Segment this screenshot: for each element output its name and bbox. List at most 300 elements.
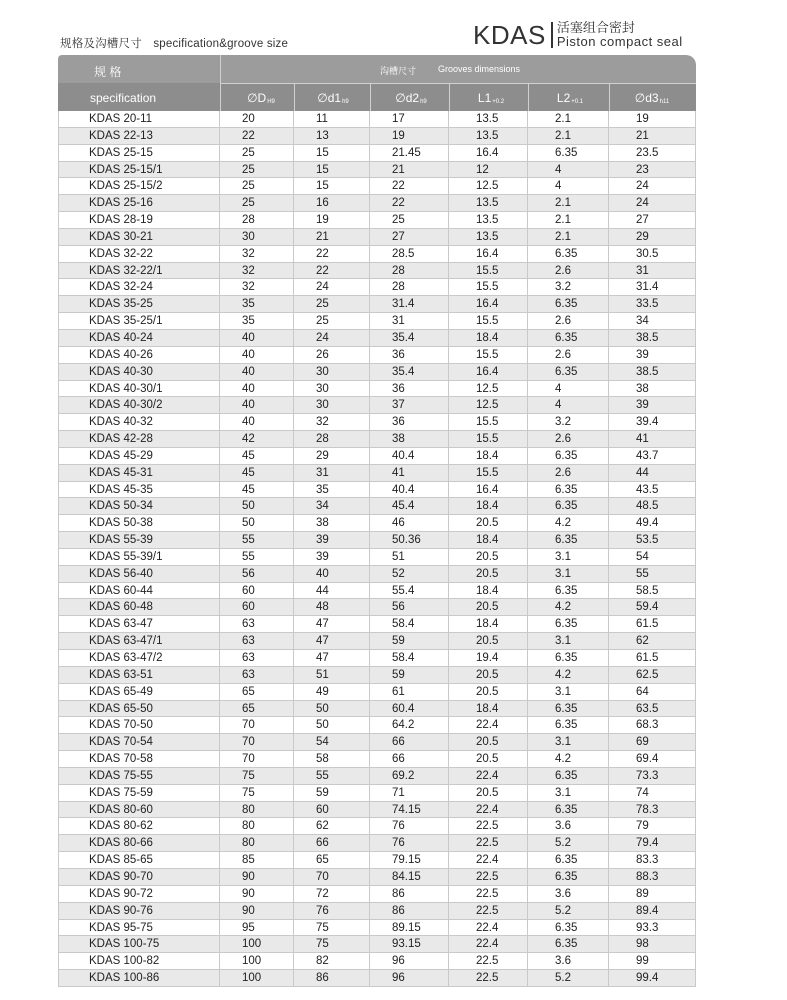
product-name-cn: 活塞组合密封 [556, 20, 635, 35]
D-cell: 63 [220, 650, 294, 666]
table-row [58, 903, 696, 920]
D-cell: 75 [220, 785, 294, 801]
L1-cell: 16.4 [449, 145, 528, 161]
d1-cell: 19 [294, 212, 370, 228]
column-header-d1: $\emptyset d1_{h9}$ [317, 91, 349, 105]
d2-cell: 36 [370, 347, 449, 363]
L1-cell: 15.5 [449, 263, 528, 279]
header-divider [370, 83, 371, 111]
table-row [58, 229, 696, 246]
spec-cell: KDAS 80-66 [58, 835, 220, 851]
L2-cell: 6.35 [528, 650, 609, 666]
D-cell: 45 [220, 465, 294, 481]
d1-cell: 60 [294, 802, 370, 818]
d3-cell: 79.4 [609, 835, 696, 851]
d3-cell: 38.5 [609, 364, 696, 380]
d1-cell: 47 [294, 633, 370, 649]
table-row [58, 448, 696, 465]
D-cell: 40 [220, 397, 294, 413]
d3-cell: 48.5 [609, 498, 696, 514]
d1-cell: 16 [294, 195, 370, 211]
table-row [58, 263, 696, 280]
L2-cell: 2.6 [528, 465, 609, 481]
table-row [58, 465, 696, 482]
d3-cell: 31.4 [609, 279, 696, 295]
d1-cell: 35 [294, 482, 370, 498]
d2-cell: 89.15 [370, 920, 449, 936]
spec-cell: KDAS 32-22/1 [58, 263, 220, 279]
L1-cell: 20.5 [449, 785, 528, 801]
d1-cell: 76 [294, 903, 370, 919]
spec-cell: KDAS 100-86 [58, 970, 220, 986]
table-row [58, 381, 696, 398]
d1-cell: 75 [294, 920, 370, 936]
D-cell: 65 [220, 684, 294, 700]
L1-cell: 20.5 [449, 734, 528, 750]
L1-cell: 20.5 [449, 667, 528, 683]
L2-cell: 2.6 [528, 347, 609, 363]
D-cell: 80 [220, 802, 294, 818]
spec-cell: KDAS 70-58 [58, 751, 220, 767]
d2-cell: 69.2 [370, 768, 449, 784]
groove-header-en: Grooves dimensions [438, 64, 521, 74]
D-cell: 70 [220, 717, 294, 733]
table-row [58, 364, 696, 381]
d2-cell: 58.4 [370, 650, 449, 666]
d1-cell: 39 [294, 532, 370, 548]
spec-cell: KDAS 70-50 [58, 717, 220, 733]
L2-cell: 2.1 [528, 229, 609, 245]
L1-cell: 18.4 [449, 330, 528, 346]
table-row [58, 785, 696, 802]
d3-cell: 38 [609, 381, 696, 397]
d1-cell: 51 [294, 667, 370, 683]
d1-cell: 75 [294, 936, 370, 952]
spec-cell: KDAS 35-25/1 [58, 313, 220, 329]
L2-cell: 6.35 [528, 330, 609, 346]
L1-cell: 20.5 [449, 633, 528, 649]
L1-cell: 15.5 [449, 465, 528, 481]
L2-cell: 3.1 [528, 633, 609, 649]
L1-cell: 12.5 [449, 178, 528, 194]
D-cell: 20 [220, 111, 294, 127]
L1-cell: 16.4 [449, 296, 528, 312]
d3-cell: 24 [609, 178, 696, 194]
spec-cell: KDAS 20-11 [58, 111, 220, 127]
L2-cell: 2.6 [528, 431, 609, 447]
L2-cell: 6.35 [528, 532, 609, 548]
d1-cell: 30 [294, 397, 370, 413]
L1-cell: 22.5 [449, 970, 528, 986]
d1-cell: 31 [294, 465, 370, 481]
spec-cell: KDAS 63-47/2 [58, 650, 220, 666]
d1-cell: 30 [294, 364, 370, 380]
D-cell: 63 [220, 667, 294, 683]
d2-cell: 60.4 [370, 701, 449, 717]
d3-cell: 98 [609, 936, 696, 952]
L2-cell: 3.1 [528, 785, 609, 801]
table-row [58, 145, 696, 162]
d1-cell: 62 [294, 818, 370, 834]
D-cell: 25 [220, 178, 294, 194]
L1-cell: 22.4 [449, 920, 528, 936]
d1-cell: 82 [294, 953, 370, 969]
d3-cell: 38.5 [609, 330, 696, 346]
L1-cell: 18.4 [449, 532, 528, 548]
L2-cell: 6.35 [528, 482, 609, 498]
d2-cell: 31 [370, 313, 449, 329]
d3-cell: 29 [609, 229, 696, 245]
table-row [58, 818, 696, 835]
D-cell: 35 [220, 296, 294, 312]
d3-cell: 99 [609, 953, 696, 969]
d1-cell: 15 [294, 162, 370, 178]
L1-cell: 12.5 [449, 381, 528, 397]
d1-cell: 34 [294, 498, 370, 514]
D-cell: 40 [220, 330, 294, 346]
spec-cell: KDAS 60-48 [58, 599, 220, 615]
L2-cell: 3.1 [528, 684, 609, 700]
d2-cell: 76 [370, 835, 449, 851]
spec-cell: KDAS 80-62 [58, 818, 220, 834]
d1-cell: 24 [294, 330, 370, 346]
D-cell: 40 [220, 364, 294, 380]
D-cell: 42 [220, 431, 294, 447]
d3-cell: 27 [609, 212, 696, 228]
d1-cell: 55 [294, 768, 370, 784]
table-row [58, 684, 696, 701]
d2-cell: 28.5 [370, 246, 449, 262]
table-row [58, 650, 696, 667]
L2-cell: 6.35 [528, 717, 609, 733]
D-cell: 100 [220, 953, 294, 969]
L1-cell: 22.5 [449, 953, 528, 969]
table-row [58, 583, 696, 600]
spec-cell: KDAS 75-59 [58, 785, 220, 801]
d2-cell: 35.4 [370, 330, 449, 346]
header-divider [528, 83, 529, 111]
d2-cell: 31.4 [370, 296, 449, 312]
L1-cell: 22.5 [449, 835, 528, 851]
L2-cell: 6.35 [528, 583, 609, 599]
L2-cell: 6.35 [528, 869, 609, 885]
L2-cell: 6.35 [528, 616, 609, 632]
spec-cell: KDAS 22-13 [58, 128, 220, 144]
L2-cell: 2.6 [528, 313, 609, 329]
L1-cell: 22.5 [449, 903, 528, 919]
d1-cell: 39 [294, 549, 370, 565]
d3-cell: 19 [609, 111, 696, 127]
table-row [58, 246, 696, 263]
L2-cell: 4.2 [528, 515, 609, 531]
d3-cell: 53.5 [609, 532, 696, 548]
D-cell: 30 [220, 229, 294, 245]
spec-cell: KDAS 63-47 [58, 616, 220, 632]
D-cell: 55 [220, 532, 294, 548]
product-brand [473, 20, 683, 50]
D-cell: 95 [220, 920, 294, 936]
d3-cell: 69.4 [609, 751, 696, 767]
D-cell: 75 [220, 768, 294, 784]
d2-cell: 51 [370, 549, 449, 565]
table-row [58, 802, 696, 819]
d2-cell: 28 [370, 263, 449, 279]
L1-cell: 22.5 [449, 886, 528, 902]
groove-header-cn: 沟槽尺寸 [380, 66, 417, 76]
D-cell: 25 [220, 162, 294, 178]
d2-cell: 22 [370, 195, 449, 211]
spec-cell: KDAS 32-24 [58, 279, 220, 295]
d1-cell: 25 [294, 313, 370, 329]
L1-cell: 20.5 [449, 566, 528, 582]
L2-cell: 4 [528, 162, 609, 178]
L2-cell: 3.1 [528, 566, 609, 582]
d3-cell: 23 [609, 162, 696, 178]
d1-cell: 50 [294, 701, 370, 717]
spec-cell: KDAS 25-15 [58, 145, 220, 161]
column-header-L2: $L2_{+0.1}$ [556, 91, 584, 105]
d1-cell: 32 [294, 414, 370, 430]
table-row [58, 330, 696, 347]
spec-cell: KDAS 100-75 [58, 936, 220, 952]
L2-cell: 5.2 [528, 903, 609, 919]
page-subtitle [60, 35, 288, 51]
L1-cell: 22.4 [449, 936, 528, 952]
L2-cell: 6.35 [528, 701, 609, 717]
d1-cell: 25 [294, 296, 370, 312]
D-cell: 80 [220, 818, 294, 834]
subtitle-en: specification&groove size [153, 38, 289, 50]
table-row [58, 549, 696, 566]
d2-cell: 38 [370, 431, 449, 447]
D-cell: 63 [220, 616, 294, 632]
L1-cell: 15.5 [449, 313, 528, 329]
table-row [58, 920, 696, 937]
d2-cell: 79.15 [370, 852, 449, 868]
L2-cell: 6.35 [528, 498, 609, 514]
D-cell: 70 [220, 734, 294, 750]
D-cell: 45 [220, 482, 294, 498]
table-body [58, 111, 696, 987]
spec-cell: KDAS 45-35 [58, 482, 220, 498]
D-cell: 45 [220, 448, 294, 464]
L2-cell: 5.2 [528, 970, 609, 986]
d3-cell: 44 [609, 465, 696, 481]
L1-cell: 18.4 [449, 583, 528, 599]
spec-cell: KDAS 42-28 [58, 431, 220, 447]
spec-cell: KDAS 40-24 [58, 330, 220, 346]
d2-cell: 55.4 [370, 583, 449, 599]
L2-cell: 2.1 [528, 128, 609, 144]
L1-cell: 22.4 [449, 717, 528, 733]
d2-cell: 52 [370, 566, 449, 582]
d2-cell: 74.15 [370, 802, 449, 818]
d3-cell: 99.4 [609, 970, 696, 986]
spec-cell: KDAS 70-54 [58, 734, 220, 750]
d1-cell: 22 [294, 263, 370, 279]
L2-cell: 4 [528, 178, 609, 194]
spec-cell: KDAS 55-39 [58, 532, 220, 548]
d2-cell: 28 [370, 279, 449, 295]
L1-cell: 16.4 [449, 246, 528, 262]
L1-cell: 13.5 [449, 128, 528, 144]
D-cell: 70 [220, 751, 294, 767]
table-row [58, 717, 696, 734]
spec-cell: KDAS 85-65 [58, 852, 220, 868]
d2-cell: 37 [370, 397, 449, 413]
d3-cell: 73.3 [609, 768, 696, 784]
d3-cell: 61.5 [609, 650, 696, 666]
spec-cell: KDAS 90-72 [58, 886, 220, 902]
d3-cell: 79 [609, 818, 696, 834]
spec-cell: KDAS 40-30/2 [58, 397, 220, 413]
L2-cell: 6.35 [528, 364, 609, 380]
d2-cell: 76 [370, 818, 449, 834]
header-divider [609, 83, 610, 111]
d1-cell: 58 [294, 751, 370, 767]
L1-cell: 12 [449, 162, 528, 178]
L1-cell: 20.5 [449, 515, 528, 531]
d2-cell: 56 [370, 599, 449, 615]
table-row [58, 953, 696, 970]
L2-cell: 5.2 [528, 835, 609, 851]
product-names [557, 21, 683, 49]
L2-cell: 2.6 [528, 263, 609, 279]
spec-cell: KDAS 95-75 [58, 920, 220, 936]
d1-cell: 15 [294, 145, 370, 161]
L1-cell: 18.4 [449, 498, 528, 514]
d1-cell: 30 [294, 381, 370, 397]
D-cell: 32 [220, 246, 294, 262]
D-cell: 40 [220, 347, 294, 363]
d1-cell: 66 [294, 835, 370, 851]
spec-cell: KDAS 40-32 [58, 414, 220, 430]
d2-cell: 35.4 [370, 364, 449, 380]
d2-cell: 58.4 [370, 616, 449, 632]
L1-cell: 13.5 [449, 229, 528, 245]
d1-cell: 50 [294, 717, 370, 733]
spec-cell: KDAS 63-51 [58, 667, 220, 683]
D-cell: 85 [220, 852, 294, 868]
d2-cell: 21 [370, 162, 449, 178]
d1-cell: 70 [294, 869, 370, 885]
d1-cell: 48 [294, 599, 370, 615]
d1-cell: 54 [294, 734, 370, 750]
L2-cell: 3.1 [528, 734, 609, 750]
table-row [58, 869, 696, 886]
L2-cell: 6.35 [528, 145, 609, 161]
L1-cell: 20.5 [449, 599, 528, 615]
spec-cell: KDAS 45-29 [58, 448, 220, 464]
d3-cell: 24 [609, 195, 696, 211]
L1-cell: 22.4 [449, 768, 528, 784]
L1-cell: 22.5 [449, 869, 528, 885]
table-row [58, 970, 696, 987]
d2-cell: 25 [370, 212, 449, 228]
d3-cell: 68.3 [609, 717, 696, 733]
table-row [58, 852, 696, 869]
d1-cell: 21 [294, 229, 370, 245]
spec-cell: KDAS 90-70 [58, 869, 220, 885]
L1-cell: 15.5 [449, 279, 528, 295]
spec-cell: KDAS 25-16 [58, 195, 220, 211]
header-divider [449, 83, 450, 111]
table-row [58, 936, 696, 953]
L1-cell: 22.4 [449, 852, 528, 868]
L2-cell: 2.1 [528, 195, 609, 211]
d3-cell: 55 [609, 566, 696, 582]
D-cell: 60 [220, 583, 294, 599]
d3-cell: 62.5 [609, 667, 696, 683]
D-cell: 25 [220, 145, 294, 161]
spec-cell: KDAS 65-50 [58, 701, 220, 717]
table-row [58, 515, 696, 532]
table-row [58, 279, 696, 296]
d3-cell: 89.4 [609, 903, 696, 919]
spec-cell: KDAS 75-55 [58, 768, 220, 784]
d3-cell: 93.3 [609, 920, 696, 936]
d3-cell: 41 [609, 431, 696, 447]
L2-cell: 4 [528, 397, 609, 413]
table-row [58, 347, 696, 364]
d3-cell: 33.5 [609, 296, 696, 312]
d2-cell: 96 [370, 970, 449, 986]
table-row [58, 886, 696, 903]
d1-cell: 24 [294, 279, 370, 295]
table-row [58, 431, 696, 448]
L1-cell: 19.4 [449, 650, 528, 666]
table-row [58, 566, 696, 583]
column-header-D: $\emptyset D_{H9}$ [247, 91, 275, 105]
d1-cell: 38 [294, 515, 370, 531]
L1-cell: 16.4 [449, 364, 528, 380]
d2-cell: 61 [370, 684, 449, 700]
D-cell: 55 [220, 549, 294, 565]
L2-cell: 6.35 [528, 936, 609, 952]
d2-cell: 86 [370, 886, 449, 902]
d2-cell: 71 [370, 785, 449, 801]
L1-cell: 20.5 [449, 549, 528, 565]
d2-cell: 64.2 [370, 717, 449, 733]
table-row [58, 616, 696, 633]
D-cell: 32 [220, 263, 294, 279]
d3-cell: 69 [609, 734, 696, 750]
table-row [58, 313, 696, 330]
D-cell: 100 [220, 936, 294, 952]
d2-cell: 86 [370, 903, 449, 919]
spec-cell: KDAS 28-19 [58, 212, 220, 228]
product-name-en: Piston compact seal [556, 34, 683, 49]
d3-cell: 59.4 [609, 599, 696, 615]
spec-cell: KDAS 56-40 [58, 566, 220, 582]
d2-cell: 59 [370, 667, 449, 683]
spec-cell: KDAS 40-26 [58, 347, 220, 363]
d3-cell: 34 [609, 313, 696, 329]
L2-cell: 3.2 [528, 279, 609, 295]
d3-cell: 89 [609, 886, 696, 902]
L2-cell: 6.35 [528, 448, 609, 464]
column-header-L1: $L1_{+0.2}$ [477, 91, 505, 105]
D-cell: 40 [220, 381, 294, 397]
spec-cell: KDAS 90-76 [58, 903, 220, 919]
L2-cell: 6.35 [528, 920, 609, 936]
column-header-d2: $\emptyset d2_{h9}$ [395, 91, 427, 105]
d1-cell: 11 [294, 111, 370, 127]
d3-cell: 49.4 [609, 515, 696, 531]
D-cell: 65 [220, 701, 294, 717]
table-row [58, 178, 696, 195]
table-row [58, 498, 696, 515]
